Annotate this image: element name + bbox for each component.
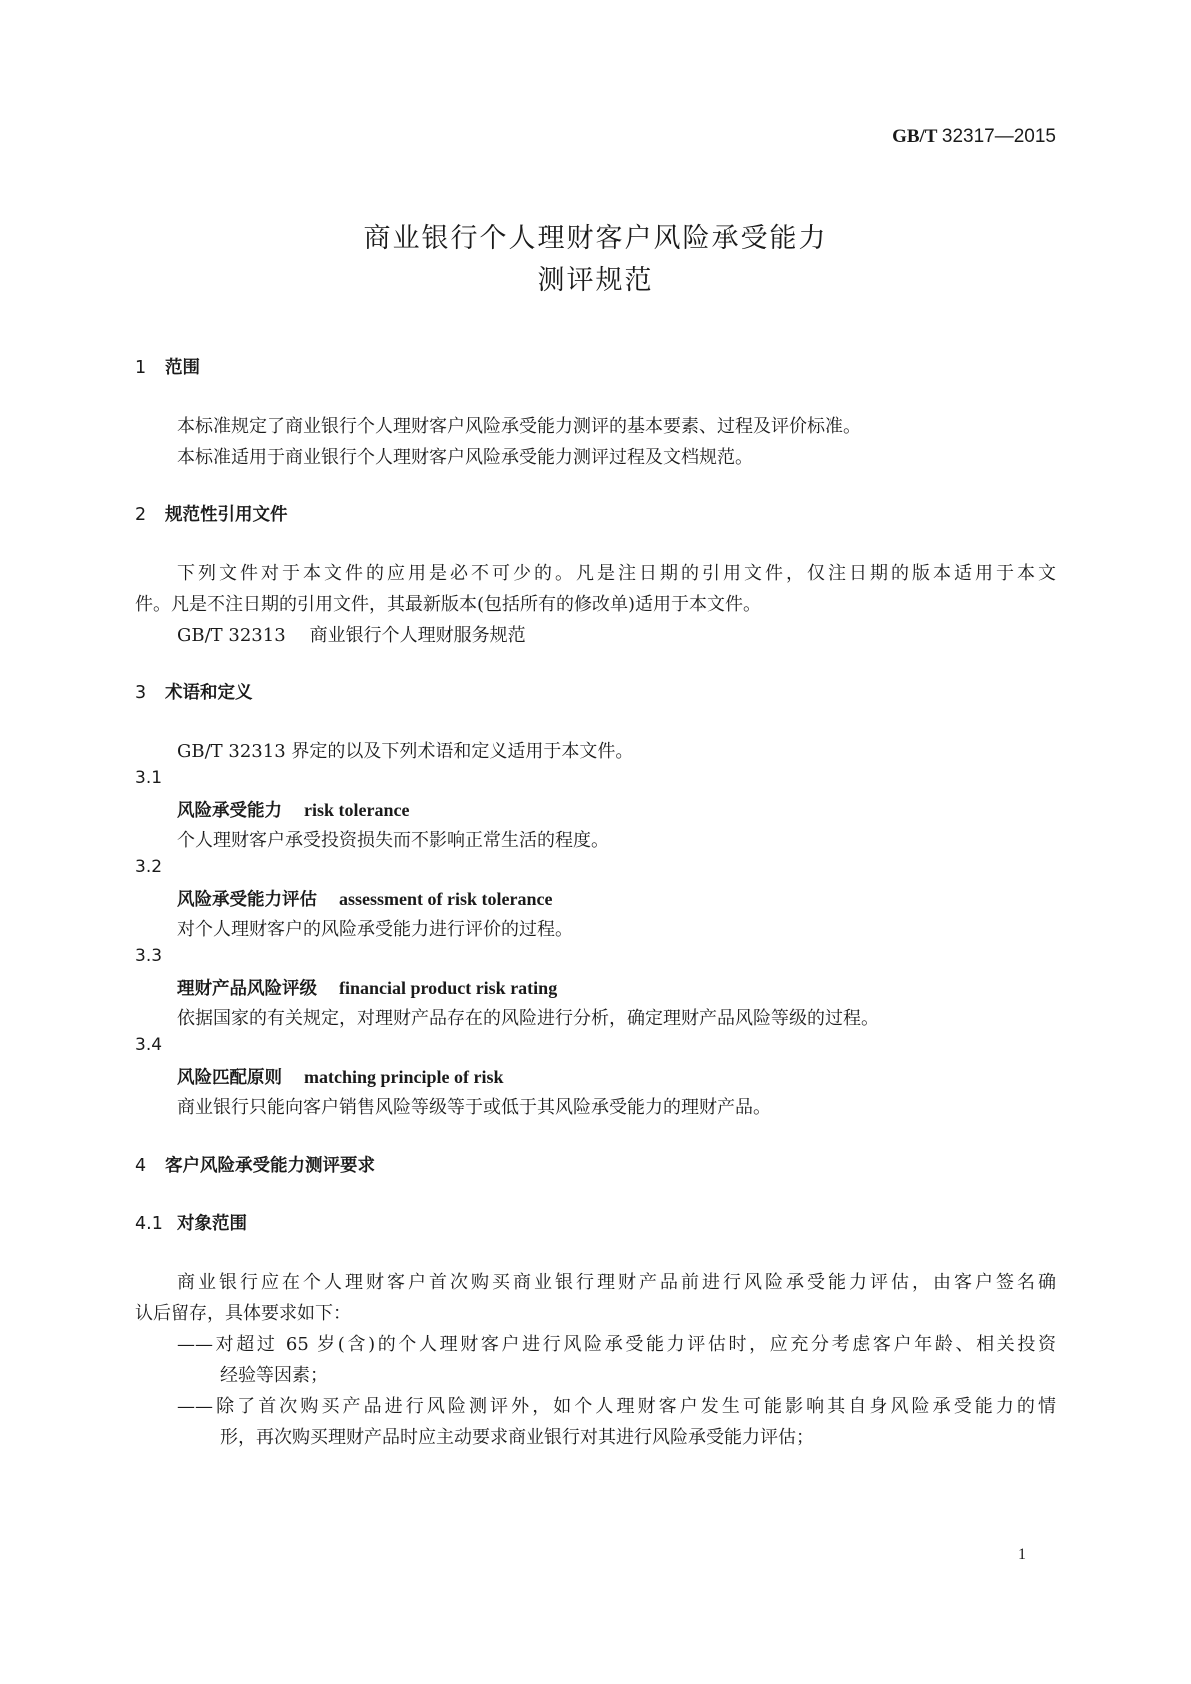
section-4-paragraph: 商业银行应在个人理财客户首次购买商业银行理财产品前进行风险承受能力评估，由客户签名确 xyxy=(177,1272,1056,1293)
section-1-heading: 1 范围 xyxy=(135,358,200,378)
term-heading: 风险承受能力评估 assessment of risk tolerance xyxy=(177,889,553,910)
section-3-intro: GB/T 32313 界定的以及下列术语和定义适用于本文件。 xyxy=(177,741,634,762)
list-item-continuation: 经验等因素； xyxy=(220,1365,328,1386)
section-1-paragraph: 本标准适用于商业银行个人理财客户风险承受能力测评过程及文档规范。 xyxy=(177,447,753,468)
section-2-paragraph: 件。凡是不注日期的引用文件，其最新版本(包括所有的修改单)适用于本文件。 xyxy=(135,594,762,615)
normative-reference xyxy=(177,621,526,647)
page-number: 1 xyxy=(1018,1546,1026,1563)
document-title: 商业银行个人理财客户风险承受能力 xyxy=(363,223,828,254)
section-3-heading: 3 术语和定义 xyxy=(135,683,253,703)
term-definition: 商业银行只能向客户销售风险等级等于或低于其风险承受能力的理财产品。 xyxy=(177,1097,771,1118)
section-4-paragraph: 认后留存，具体要求如下： xyxy=(135,1303,351,1324)
section-1-paragraph: 本标准规定了商业银行个人理财客户风险承受能力测评的基本要素、过程及评价标准。 xyxy=(177,416,861,437)
reference-title: 商业银行个人理财服务规范 xyxy=(309,625,526,646)
term-definition: 依据国家的有关规定，对理财产品存在的风险进行分析，确定理财产品风险等级的过程。 xyxy=(177,1008,879,1029)
subsection-4-1-heading: 4.1 对象范围 xyxy=(135,1214,247,1234)
term-number: 3.1 xyxy=(135,768,163,788)
term-number: 3.3 xyxy=(135,946,163,966)
term-heading: 风险匹配原则 matching principle of risk xyxy=(177,1067,504,1088)
term-heading: 风险承受能力 risk tolerance xyxy=(177,800,410,821)
term-definition: 对个人理财客户的风险承受能力进行评价的过程。 xyxy=(177,919,573,940)
section-4-heading: 4 客户风险承受能力测评要求 xyxy=(135,1156,375,1176)
list-item-continuation: 形，再次购买理财产品时应主动要求商业银行对其进行风险承受能力评估； xyxy=(220,1427,814,1448)
term-number: 3.2 xyxy=(135,857,163,877)
term-number: 3.4 xyxy=(135,1035,163,1055)
term-heading: 理财产品风险评级 financial product risk rating xyxy=(177,978,558,999)
list-item: ——对超过 65 岁(含)的个人理财客户进行风险承受能力评估时，应充分考虑客户年龄、相关投资 xyxy=(177,1334,1056,1355)
term-definition: 个人理财客户承受投资损失而不影响正常生活的程度。 xyxy=(177,830,609,851)
standard-number: GB/T 32317—2015 xyxy=(892,126,1056,147)
reference-code: GB/T 32313 xyxy=(177,625,286,646)
list-item: ——除了首次购买产品进行风险测评外，如个人理财客户发生可能影响其自身风险承受能力的情 xyxy=(177,1396,1056,1417)
section-2-heading: 2 规范性引用文件 xyxy=(135,505,288,525)
document-subtitle: 测评规范 xyxy=(537,265,654,296)
section-2-paragraph: 下列文件对于本文件的应用是必不可少的。凡是注日期的引用文件，仅注日期的版本适用于本文 xyxy=(177,563,1056,584)
